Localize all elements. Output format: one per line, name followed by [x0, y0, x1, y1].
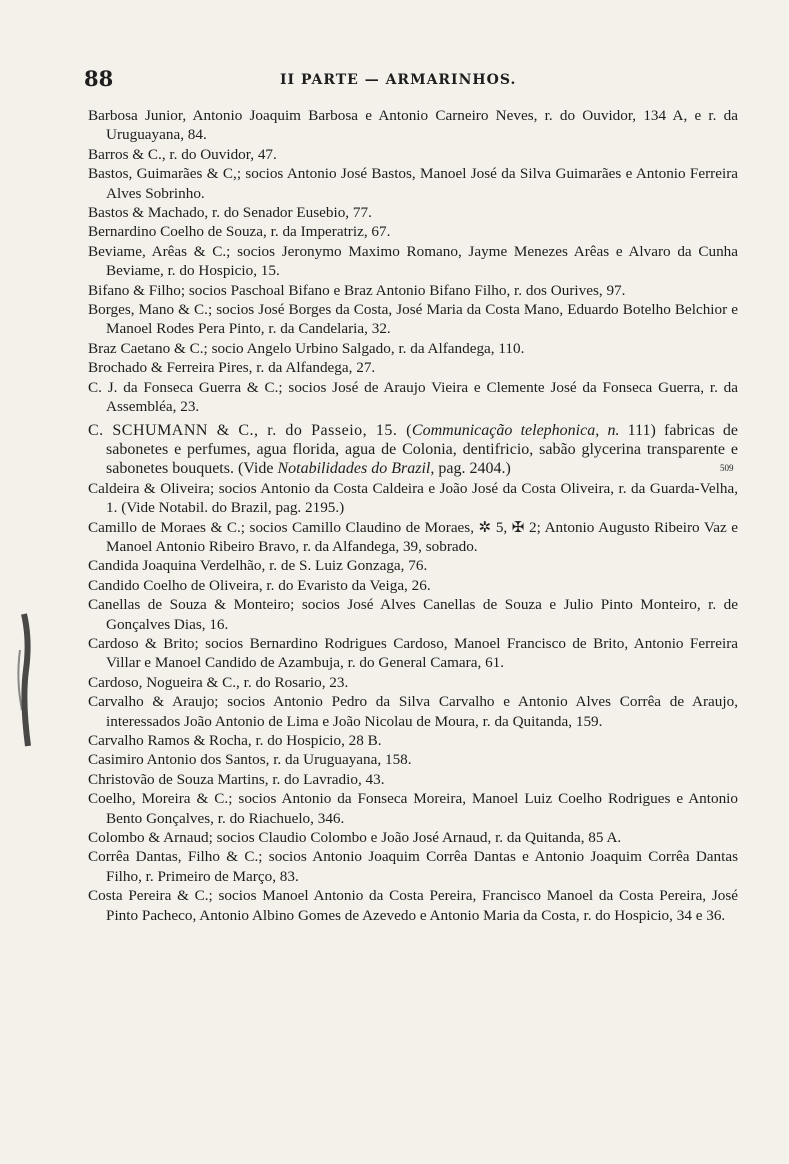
list-item: Costa Pereira & C.; socios Manoel Antonio da Costa Pereira, Francisco Manoel da Costa Pereira, José Pinto Pacheco, Antonio Albino Gomes de Azevedo e Antonio Maria da Costa, r. do Hospicio, 34 e 36. [88, 887, 738, 924]
list-item: Carvalho & Araujo; socios Antonio Pedro da Silva Carvalho e Antonio Alves Corrêa de Araujo, interessados João Antonio de Lima e João Nicolau de Moura, r. da Quitanda, 159. [88, 693, 738, 730]
page-header [84, 66, 744, 96]
list-item: Bernardino Coelho de Souza, r. da Imperatriz, 67. [88, 223, 391, 241]
schumann-italic: Communicação telephonica, n. [411, 421, 620, 439]
list-item: Casimiro Antonio dos Santos, r. da Uruguayana, 158. [88, 751, 412, 769]
list-item-schumann: C. SCHUMANN & C., r. do Passeio, 15. (Communicação telephonica, n. 111) fabricas de sabonetes e perfumes, agua florida, agua de Colonia, dentifricio, sabão glycerina transparente e sabonetes bouquets. (Vide Notabilidades do Brazil, pag. 2404.) 509 [88, 421, 738, 478]
list-item: Candida Joaquina Verdelhão, r. de S. Luiz Gonzaga, 76. [88, 557, 428, 575]
running-head: II PARTE — ARMARINHOS. [280, 72, 517, 88]
list-item: Brochado & Ferreira Pires, r. da Alfandega, 27. [88, 359, 376, 377]
list-item: C. J. da Fonseca Guerra & C.; socios José de Araujo Vieira e Clemente José da Fonseca Guerra, r. da Assembléa, 23. [88, 378, 738, 416]
list-item: Bifano & Filho; socios Paschoal Bifano e Braz Antonio Bifano Filho, r. dos Ourives, 97. [88, 281, 626, 299]
schumann-head: C. SCHUMANN & C., r. do Passeio, 15. ( [88, 421, 412, 439]
list-item: Barbosa Junior, Antonio Joaquim Barbosa e Antonio Carneiro Neves, r. do Ouvidor, 134 A, e r. da Uruguayana, 84. [88, 107, 738, 144]
list-item: Camillo de Moraes & C.; socios Camillo Claudino de Moraes, ✲ 5, ✠ 2; Antonio Augusto Ribeiro Vaz e Manoel Antonio Ribeiro Bravo, r. da Alfandega, 39, sobrado. [88, 518, 738, 555]
list-item: Candido Coelho de Oliveira, r. do Evaristo da Veiga, 26. [88, 576, 431, 594]
list-item: Braz Caetano & C.; socio Angelo Urbino Salgado, r. da Alfandega, 110. [88, 339, 525, 357]
list-item: Borges, Mano & C.; socios José Borges da Costa, José Maria da Costa Mano, Eduardo Botelho Belchior e Manoel Rodes Pera Pinto, r. da Candelaria, 32. [88, 301, 738, 338]
list-item: Cardoso & Brito; socios Bernardino Rodrigues Cardoso, Manoel Francisco de Brito, Antonio Ferreira Villar e Manoel Candido de Azambuja, r. do General Camara, 61. [88, 634, 738, 672]
list-item: Cardoso, Nogueira & C., r. do Rosario, 23. [88, 673, 349, 691]
list-item: Coelho, Moreira & C.; socios Antonio da Fonseca Moreira, Manoel Luiz Coelho Rodrigues e Antonio Bento Gonçalves, r. do Riachuelo, 346. [88, 790, 738, 827]
schumann-italic-2: Notabilidades do Brazil, [277, 460, 435, 478]
page-number: 88 [84, 66, 114, 91]
list-item: Bastos, Guimarães & C,; socios Antonio José Bastos, Manoel José da Silva Guimarães e Antonio Ferreira Alves Sobrinho. [88, 165, 738, 202]
schumann-rest: 111) fabricas de sabonetes e perfumes, agua florida, agua de Colonia, dentifricio, sabão glycerina transparente e sabonetes bouquets. (Vide [106, 421, 738, 478]
list-item: Carvalho Ramos & Rocha, r. do Hospicio, 28 B. [88, 732, 382, 749]
list-item: Barros & C., r. do Ouvidor, 47. [88, 145, 277, 163]
list-item: Caldeira & Oliveira; socios Antonio da Costa Caldeira e João José da Costa Oliveira, r. da Guarda-Velha, 1. (Vide Notabil. do Brazil, pag. 2195.) [88, 479, 738, 517]
list-item: Christovão de Souza Martins, r. do Lavradio, 43. [88, 770, 385, 788]
binding-mark [10, 610, 40, 750]
directory-listing [88, 106, 738, 925]
schumann-tail: pag. 2404.) [434, 460, 511, 478]
list-item: Corrêa Dantas, Filho & C.; socios Antonio Joaquim Corrêa Dantas e Antonio Joaquim Corrêa Dantas Filho, r. Primeiro de Março, 83. [88, 848, 738, 885]
list-item: Canellas de Souza & Monteiro; socios José Alves Canellas de Souza e Julio Pinto Monteiro, r. de Gonçalves Dias, 16. [88, 596, 738, 633]
list-item: Beviame, Arêas & C.; socios Jeronymo Maximo Romano, Jayme Menezes Arêas e Alvaro da Cunha Beviame, r. do Hospicio, 15. [88, 242, 738, 280]
list-item: Bastos & Machado, r. do Senador Eusebio, 77. [88, 204, 372, 222]
list-item: Colombo & Arnaud; socios Claudio Colombo e João José Arnaud, r. da Quitanda, 85 A. [88, 829, 622, 847]
